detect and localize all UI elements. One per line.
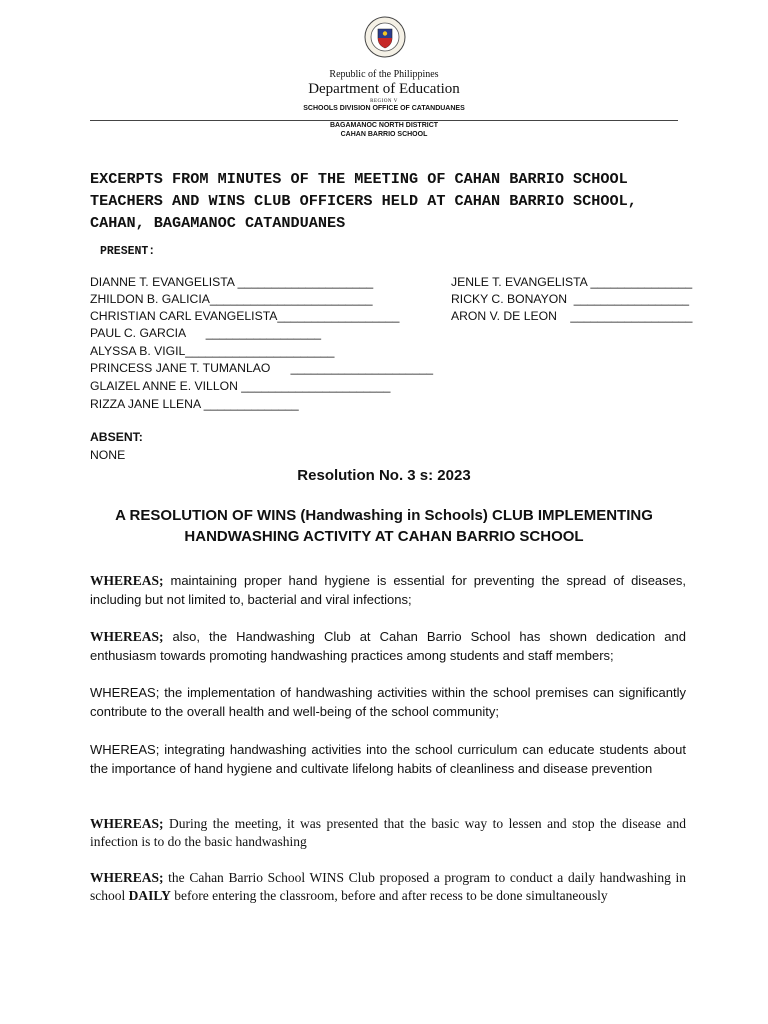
whereas-paragraph — [90, 741, 686, 778]
whereas-text: before entering the classroom, before and after recess to be done simultaneously — [170, 888, 608, 903]
attendee-entry: ALYSSA B. VIGIL______________________ — [90, 344, 335, 358]
document-title: EXCERPTS FROM MINUTES OF THE MEETING OF CAHAN BARRIO SCHOOL TEACHERS AND WINS CLUB OFFICERS HELD AT CAHAN BARRIO SCHOOL, CAHAN, BAGAMANOC CATANDUANES — [90, 170, 637, 232]
attendee-entry: RIZZA JANE LLENA ______________ — [90, 397, 299, 411]
header-school: CAHAN BARRIO SCHOOL — [340, 131, 428, 138]
attendee-entry: DIANNE T. EVANGELISTA ____________________ — [90, 275, 374, 289]
whereas-paragraph — [90, 684, 686, 721]
header-district: BAGAMANOC NORTH DISTRICT — [329, 122, 439, 129]
whereas-paragraph — [90, 572, 686, 609]
deped-seal-icon — [364, 16, 406, 58]
whereas-paragraph — [90, 628, 686, 665]
resolution-title: A RESOLUTION OF WINS (Handwashing in Schools) CLUB IMPLEMENTING HANDWASHING ACTIVITY AT CAHAN BARRIO SCHOOL — [115, 507, 653, 545]
header-divider — [90, 120, 678, 121]
attendee-entry: ZHILDON B. GALICIA________________________ — [90, 292, 373, 306]
attendee-entry: CHRISTIAN CARL EVANGELISTA__________________ — [90, 309, 400, 323]
attendee-entry: PRINCESS JANE T. TUMANLAO _____________________ — [90, 361, 434, 375]
attendee-entry: PAUL C. GARCIA _________________ — [90, 326, 322, 340]
whereas-text: During the meeting, it was presented that the basic way to lessen and stop the disease and infection is to do the basic handwashing — [90, 816, 686, 849]
absent-value: NONE — [90, 448, 126, 462]
whereas-paragraph — [90, 815, 686, 851]
present-label: PRESENT: — [100, 245, 156, 258]
whereas-text: WHEREAS; integrating handwashing activities into the school curriculum can educate students about the importance of hand hygiene and cultivate lifelong habits of cleanliness and disease prevention — [90, 742, 686, 776]
whereas-lead: WHEREAS; — [90, 816, 164, 831]
whereas-text: also, the Handwashing Club at Cahan Barrio School has shown dedication and enthusiasm towards promoting handwashing practices among students and staff members; — [90, 629, 686, 663]
attendee-entry: ARON V. DE LEON __________________ — [451, 309, 693, 323]
whereas-text: maintaining proper hand hygiene is essential for preventing the spread of diseases, including but not limited to, bacterial and viral infections; — [90, 573, 686, 607]
header-region: REGION V — [370, 99, 398, 104]
header-division: SCHOOLS DIVISION OFFICE OF CATANDUANES — [303, 105, 465, 112]
whereas-paragraph — [90, 869, 686, 905]
header-department: Department of Education — [308, 81, 460, 97]
header-republic: Republic of the Philippines — [329, 69, 439, 80]
whereas-lead: WHEREAS; — [90, 870, 164, 885]
whereas-lead: WHEREAS; — [90, 573, 164, 588]
whereas-text: WHEREAS; the implementation of handwashing activities within the school premises can significantly contribute to the overall health and well-being of the school community; — [90, 685, 686, 719]
resolution-number: Resolution No. 3 s: 2023 — [297, 467, 471, 484]
whereas-text: the Cahan Barrio School WINS Club proposed a program to conduct a daily handwashing in school — [90, 870, 686, 903]
attendee-entry: JENLE T. EVANGELISTA _______________ — [451, 275, 693, 289]
whereas-lead: WHEREAS; — [90, 629, 164, 644]
absent-label: ABSENT: — [90, 430, 143, 444]
attendee-entry: RICKY C. BONAYON _________________ — [451, 292, 690, 306]
whereas-emphasis: DAILY — [128, 888, 171, 903]
attendee-entry: GLAIZEL ANNE E. VILLON ______________________ — [90, 379, 391, 393]
